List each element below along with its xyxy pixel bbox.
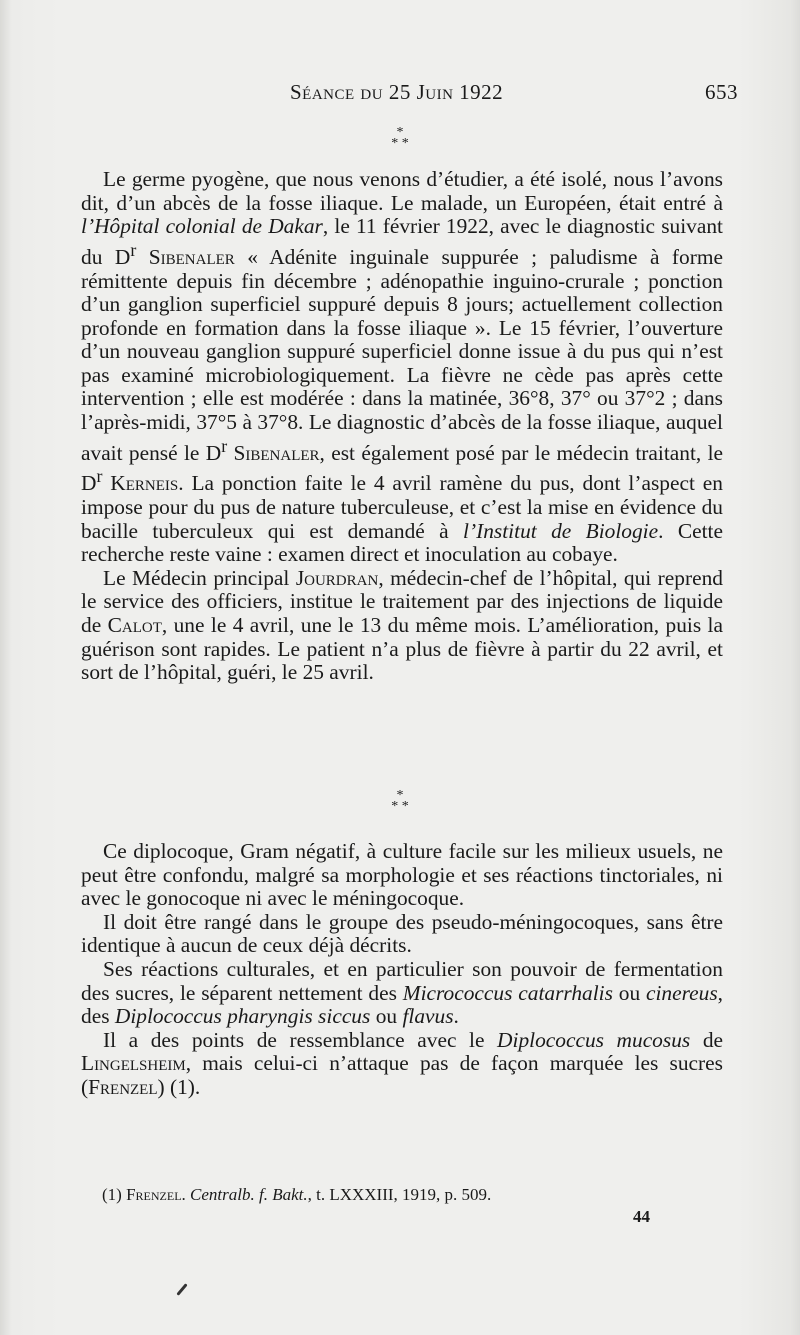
paragraph-resemblance [81, 1029, 723, 1100]
text-run: . Cette recherche reste vaine : examen direct et inoculation au cobaye. [81, 518, 723, 567]
text-run: ou [612, 980, 646, 1005]
text-run: « Adénite inguinale suppurée ; paludisme à forme rémittente depuis fin décembre ; adénopathie inguino-crurale ; ponction d’un ganglion superficiel suppuré depuis 8 jours; actuellement collection profonde en formation dans la fosse iliaque ». Le 15 février, l’ouverture d’un nouveau ganglion suppuré superficiel donne issue à du pus qui n’est pas examiné microbiologiquement. La fièvre ne cède pas après cette intervention ; elle est modérée : dans la matinée, 36°8, 37° ou 37°2 ; dans l’après-midi, 37°5 à 37°8. Le diagnostic d’abcès de la fosse iliaque, auquel avait pensé le D [81, 244, 724, 465]
section-divider-asterism [0, 127, 800, 149]
text-run: , t. LXXXIII, 1919, p. 509. [307, 1185, 492, 1204]
person-name: Frenzel [88, 1074, 158, 1099]
text-run: Le Médecin principal [103, 565, 296, 590]
paragraph-diplocoque: Ce diplocoque, Gram négatif, à culture facile sur les milieux usuels, ne peut être confondu, malgré sa morphologie et ses réactions tinctoriales, ni avec le gonocoque ni avec le méningocoque. [81, 839, 723, 911]
text-run: , des [81, 980, 724, 1029]
person-name: Kerneis [102, 471, 179, 496]
asterism-glyphs: * * * [391, 125, 409, 151]
footnote-journal: Centralb. f. Bakt. [190, 1185, 308, 1204]
text-run: . [181, 1185, 191, 1204]
species-name: Diplococcus pharyngis siccus [114, 1004, 371, 1029]
species-name: Diplococcus mucosus [497, 1027, 691, 1052]
text-run: . La ponction faite le 4 avril ramène du pus, dont l’aspect en impose pour du pus de nature tuberculeuse, et c’est la mise en évidence du bacille tuberculeux qui est demandé à [81, 471, 723, 543]
footnote [102, 1185, 491, 1205]
body-text-section-1 [81, 168, 723, 685]
person-name: Jourdran [295, 565, 379, 590]
text-run: ) (1). [157, 1074, 201, 1099]
text-run: , est également posé par le médecin traitant, le D [81, 440, 724, 496]
person-name: Lingelsheim [81, 1051, 186, 1076]
pencil-stroke [176, 1283, 187, 1296]
text-run: de [690, 1027, 724, 1052]
signature-mark: 44 [633, 1207, 650, 1226]
paragraph-cultural-reactions [81, 958, 723, 1029]
text-run: , une le 4 avril, une le 13 du même mois. L’amélioration, puis la guérison sont rapides. Le patient n’a plus de fièvre à partir du 22 avril, et sort de l’hôpital, guéri, le 25 avril. [81, 613, 723, 685]
footnote-author: Frenzel [126, 1185, 182, 1204]
text-run: ou [370, 1004, 403, 1029]
page-header-title: Séance du 25 Juin 1922 [290, 80, 504, 104]
text-run: . [453, 1004, 459, 1029]
text-run: , mais celui-ci n’attaque pas de façon marquée les sucres ( [81, 1051, 723, 1099]
text-run: Ses réactions culturales, et en particulier son pouvoir de fermentation des sucres, le séparent nettement des [81, 956, 723, 1005]
superscript: r [96, 466, 103, 487]
species-name: cinereus [645, 980, 718, 1005]
paragraph-case-report [81, 168, 723, 567]
person-name: Sibenaler [227, 440, 320, 465]
running-header [80, 80, 738, 110]
paragraph-treatment [81, 567, 723, 685]
text-run: Il a des points de ressemblance avec le [103, 1027, 498, 1052]
species-name: Micrococcus catarrhalis [402, 980, 613, 1005]
superscript: r [130, 239, 137, 260]
species-name: flavus [402, 1004, 454, 1029]
hospital-name: l’Hôpital colonial de Dakar [81, 214, 323, 239]
person-name: Sibenaler [136, 244, 235, 269]
superscript: r [221, 435, 228, 456]
paragraph-classification: Il doit être rangé dans le groupe des pseudo-méningocoques, sans être identique à aucun de ceux déjà décrits. [81, 909, 723, 958]
text-run: , médecin-chef de l’hôpital, qui reprend le service des officiers, institue le traitement par des injections de liquide de [81, 565, 724, 638]
institute-name: l’Institut de Biologie [463, 518, 659, 543]
footnote-marker: (1) [102, 1185, 127, 1204]
body-text-section-2 [81, 840, 723, 1100]
page-number: 653 [705, 80, 738, 104]
person-name: Calot [107, 613, 162, 638]
section-divider-asterism-2 [0, 790, 800, 812]
text-run: , le 11 février 1922, avec le diagnostic suivant du D [81, 214, 723, 269]
text-run: Le germe pyogène, que nous venons d’étudier, a été isolé, nous l’avons dit, d’un abcès de la fosse iliaque. Le malade, un Européen, était entré à [81, 167, 723, 215]
asterism-glyphs: * * * [391, 788, 409, 814]
